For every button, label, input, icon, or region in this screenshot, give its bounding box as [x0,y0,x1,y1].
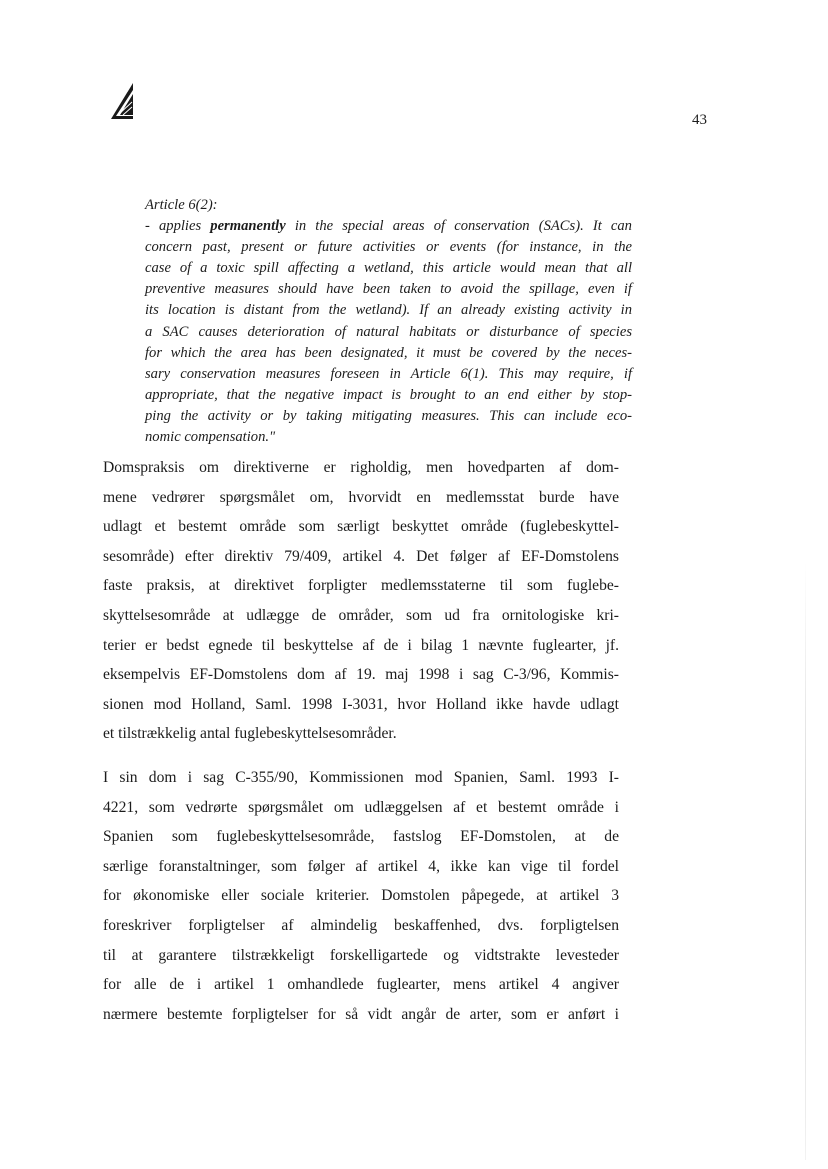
quote-line: a SAC causes deterioration of natural habitats or disturbance of species [145,323,632,340]
quote-block [145,195,632,448]
paragraph-line: mene vedrører spørgsmålet om, hvorvidt en medlemsstat burde have [103,488,619,506]
quote-line: ping the activity or by taking mitigating measures. This can include eco- [145,407,632,424]
paragraph-line: Domspraksis om direktiverne er righoldig, men hovedparten af dom- [103,459,619,476]
emphasis-permanently: permanently [210,218,286,235]
quote-line: for which the area has been designated, it must be covered by the neces- [145,344,632,361]
page-number: 43 [692,112,707,128]
quote-line: - applies permanently in the special areas of conservation (SACs). It can [145,218,632,235]
paragraph-line: nærmere bestemte forpligtelser for så vidt angår de arter, som er anført i [103,1005,619,1023]
paragraph-line: sesområde) efter direktiv 79/409, artikel 4. Det følger af EF-Domstolens [103,547,619,565]
publisher-logo-icon [110,82,134,120]
paragraph-line-last: et tilstrækkelig antal fuglebeskyttelsesområder. [103,725,397,743]
quote-line: appropriate, that the negative impact is brought to an end either by stop- [145,386,632,403]
paragraph-line: faste praksis, at direktivet forpligter medlemsstaterne til som fuglebe- [103,577,619,595]
sail-triangle-logo-icon [110,82,134,120]
paragraph-line: for alle de i artikel 1 omhandlede fuglearter, mens artikel 4 angiver [103,976,619,994]
paragraph-line: til at garantere tilstrækkeligt forskelligartede og vidtstrakte levesteder [103,946,619,964]
quote-line: case of a toxic spill affecting a wetland, this article would mean that all [145,260,632,277]
quote-line: preventive measures should have been taken to avoid the spillage, even if [145,281,632,298]
paragraph-line: terier er bedst egnede til beskyttelse af de i bilag 1 nævnte fuglearter, jf. [103,636,619,654]
paragraph-line: særlige foranstaltninger, som følger af artikel 4, ikke kan vige til fordel [103,857,619,875]
quote-line: sary conservation measures foreseen in Article 6(1). This may require, if [145,365,632,382]
paragraph-line: I sin dom i sag C-355/90, Kommissionen mod Spanien, Saml. 1993 I- [103,769,619,786]
paragraph-line: udlagt et bestemt område som særligt beskyttet område (fuglebeskyttel- [103,518,619,536]
paragraph-line: for økonomiske eller sociale kriterier. Domstolen påpegede, at artikel 3 [103,887,619,905]
body-paragraph-1 [103,453,619,749]
body-paragraph-2 [103,763,619,1029]
paragraph-line: sionen mod Holland, Saml. 1998 I-3031, hvor Holland ikke havde udlagt [103,695,619,713]
quote-line: concern past, present or future activities or events (for instance, in the [145,239,632,256]
quote-line: its location is distant from the wetland). If an already existing activity in [145,302,632,319]
quote-heading: Article 6(2): [145,197,218,213]
paragraph-line: Spanien som fuglebeskyttelsesområde, fastslog EF-Domstolen, at de [103,828,619,846]
paragraph-line: skyttelsesområde at udlægge de områder, som ud fra ornitologiske kri- [103,606,619,624]
scan-edge-shadow [805,560,806,1160]
paragraph-line: foreskriver forpligtelser af almindelig beskaffenhed, dvs. forpligtelsen [103,916,619,934]
paragraph-line: eksempelvis EF-Domstolens dom af 19. maj 1998 i sag C-3/96, Kommis- [103,666,619,684]
quote-line-last: nomic compensation." [145,429,276,446]
paragraph-line: 4221, som vedrørte spørgsmålet om udlæggelsen af et bestemt område i [103,798,619,816]
